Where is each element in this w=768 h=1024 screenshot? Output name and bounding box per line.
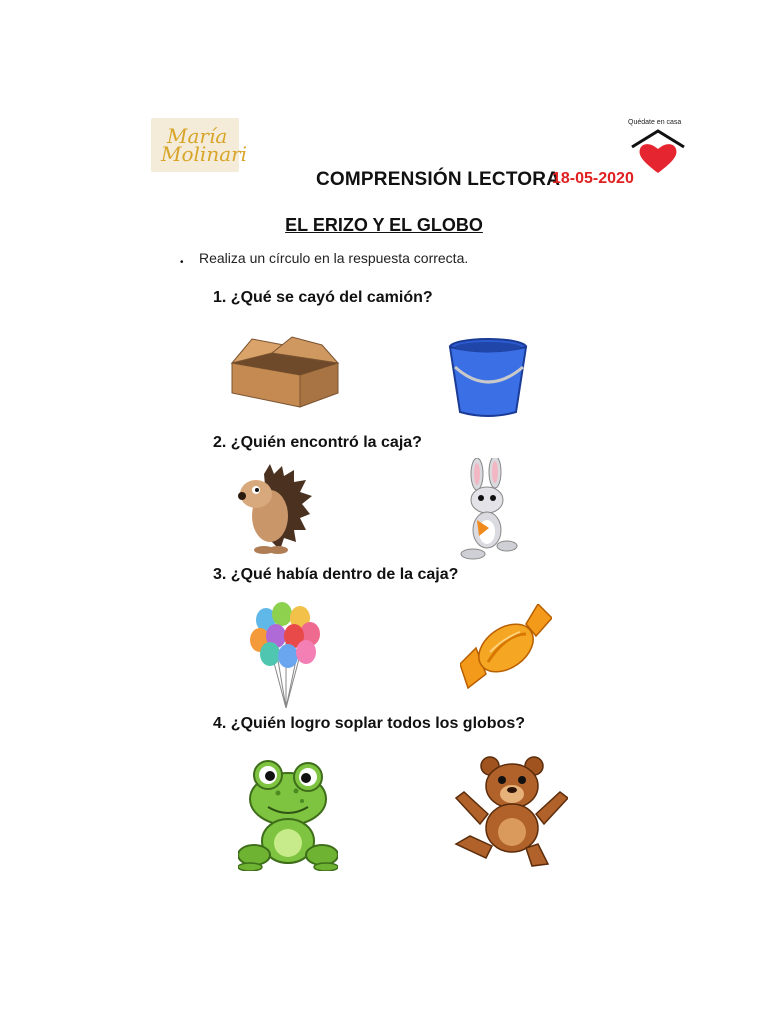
question-2: 2. ¿Quién encontró la caja? (213, 434, 422, 451)
candy-image[interactable] (460, 604, 552, 692)
question-1: 1. ¿Qué se cayó del camión? (213, 289, 433, 306)
question-3: 3. ¿Qué había dentro de la caja? (213, 566, 459, 583)
frog-image[interactable] (238, 757, 338, 871)
question-4: 4. ¿Quién logro soplar todos los globos? (213, 715, 526, 732)
hedgehog-image[interactable] (234, 464, 312, 556)
date-label: 18-05-2020 (552, 170, 634, 187)
page-title: COMPRENSIÓN LECTORA (316, 169, 561, 190)
logo-line-2: Molinari (161, 142, 248, 166)
logo-line-1: María (167, 124, 228, 148)
house-heart-icon (628, 127, 688, 177)
story-title: EL ERIZO Y EL GLOBO (285, 215, 483, 235)
cardboard-box-image[interactable] (222, 335, 342, 410)
balloons-image[interactable] (248, 600, 324, 708)
rabbit-image[interactable] (455, 458, 527, 562)
bear-image[interactable] (452, 754, 568, 868)
stay-home-label: Quédate en casa (628, 119, 682, 126)
bullet-point: • (180, 257, 184, 268)
blue-bucket-image[interactable] (443, 322, 541, 424)
instruction-text: Realiza un círculo en la respuesta correcta. (199, 250, 469, 266)
school-logo (151, 118, 248, 172)
